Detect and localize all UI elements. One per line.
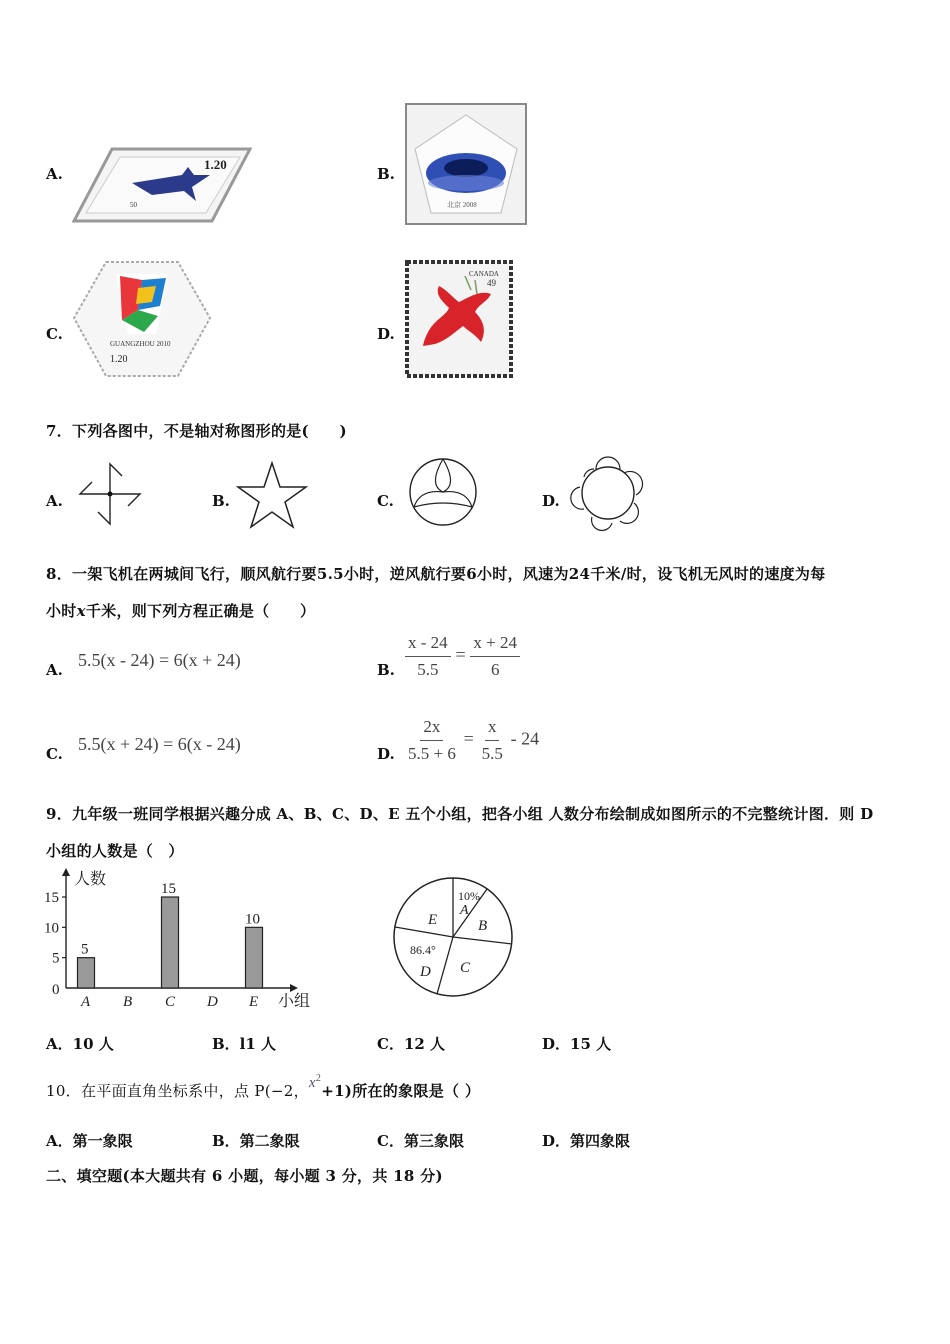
bar-E	[246, 927, 263, 988]
q10-option-a: A．第一象限	[46, 1132, 133, 1150]
bar-value-label-C: 15	[161, 881, 176, 897]
flower-figure	[570, 455, 646, 531]
q8-option-b-label: B.	[377, 661, 395, 679]
y-tick-label-10: 10	[44, 920, 59, 937]
x-category-label-D: D	[207, 994, 218, 1010]
stamp-c-image	[72, 258, 212, 380]
question-7-text: 7．下列各图中，不是轴对称图形的是( )	[46, 422, 347, 440]
question-8-line2: 小时x千米，则下列方程正确是（ ）	[46, 602, 316, 620]
q8-option-c-label: C.	[46, 745, 63, 763]
q8-option-b-equation: $\frac{x - 24}{5.5}$ = $\frac{x + 24}{6}$	[405, 632, 520, 681]
q10-option-d: D．第四象限	[542, 1132, 631, 1150]
q9-option-d: D．15 人	[542, 1035, 612, 1053]
stamp-d-caption: CANADA	[469, 270, 499, 278]
question-8-line1: 8．一架飞机在两城间飞行，顺风航行要5.5小时，逆风航行要6小时，风速为24千米/时，设飞机无风时的速度为每	[46, 565, 826, 583]
y-tick-label-15: 15	[44, 890, 59, 906]
y-axis-label: 人数	[74, 871, 107, 888]
q6-option-b-label: B.	[377, 165, 395, 183]
bar-A	[78, 958, 95, 988]
q9-option-a: A．10 人	[46, 1035, 114, 1053]
pie-chart	[390, 872, 520, 1002]
circle-arcs-figure	[406, 455, 480, 529]
q9-option-c: C．12 人	[377, 1035, 446, 1053]
pie-d-angle: 86.4°	[410, 943, 436, 957]
pie-e-label: E	[428, 912, 438, 928]
stamp-c-price: 1.20	[110, 354, 128, 365]
y-axis-arrow	[62, 868, 70, 876]
q8-option-d-equation: $\frac{2x}{5.5 + 6}$ = $\frac{x}{5.5}$ - 24	[408, 717, 540, 763]
x-axis-arrow	[290, 984, 298, 992]
pie-a-percent: 10%	[458, 889, 480, 903]
bar-chart	[40, 864, 320, 1014]
x-category-label-E: E	[249, 994, 259, 1010]
q9-option-b: B．l1 人	[212, 1035, 277, 1053]
x-category-label-A: A	[81, 994, 91, 1010]
bar-value-label-E: 10	[245, 911, 260, 928]
stamp-a-price: 1.20	[204, 157, 227, 172]
stamp-b-image	[405, 103, 527, 225]
x-axis-label: 小组	[278, 993, 311, 1010]
pie-c-label: C	[460, 960, 471, 976]
q7-option-b-label: B.	[212, 492, 230, 510]
question-9-line1: 9．九年级一班同学根据兴趣分成 A、B、C、D、E 五个小组，把各小组 人数分布绘制成如图所示的不完整统计图．则 D	[46, 805, 874, 823]
x-category-label-C: C	[165, 994, 176, 1010]
stamp-d-image	[405, 260, 513, 378]
q8-option-d-label: D.	[377, 745, 395, 763]
pie-d-label: D	[420, 964, 431, 980]
section-2-title: 二、填空题(本大题共有 6 小题，每小题 3 分，共 18 分)	[46, 1167, 443, 1185]
q10-option-b: B．第二象限	[212, 1132, 300, 1150]
question-10-text: 10．在平面直角坐标系中，点 P(−2，$x^2+1$)所在的象限是（ ）	[46, 1073, 481, 1100]
pie-a-label: A	[460, 903, 469, 918]
bar-C	[162, 897, 179, 988]
stamp-a-image	[72, 145, 252, 225]
y-tick-label-0: 0	[52, 982, 60, 998]
stamp-a-caption: 50	[130, 201, 137, 209]
q6-option-d-label: D.	[377, 325, 395, 343]
stamp-c-caption: GUANGZHOU 2010	[110, 340, 171, 348]
star-figure	[236, 460, 308, 530]
bar-value-label-A: 5	[81, 941, 89, 958]
pie-b-label: B	[478, 918, 488, 934]
q7-option-a-label: A.	[46, 492, 63, 510]
q6-option-a-label: A.	[46, 165, 63, 183]
stamp-d-price: 49	[487, 278, 496, 288]
stamp-b-caption: 北京 2008	[447, 201, 477, 209]
q7-option-d-label: D.	[542, 492, 560, 510]
q7-option-c-label: C.	[377, 492, 394, 510]
question-9-line2: 小组的人数是（ ）	[46, 842, 184, 860]
q6-option-c-label: C.	[46, 325, 63, 343]
pinwheel-figure	[76, 460, 144, 528]
q8-option-c-equation: 5.5(x + 24) = 6(x - 24)	[78, 734, 241, 754]
q8-option-a-label: A.	[46, 661, 63, 679]
x-category-label-B: B	[123, 994, 133, 1010]
q10-option-c: C．第三象限	[377, 1132, 464, 1150]
q8-option-a-equation: 5.5(x - 24) = 6(x + 24)	[78, 650, 241, 670]
y-tick-label-5: 5	[52, 950, 60, 967]
